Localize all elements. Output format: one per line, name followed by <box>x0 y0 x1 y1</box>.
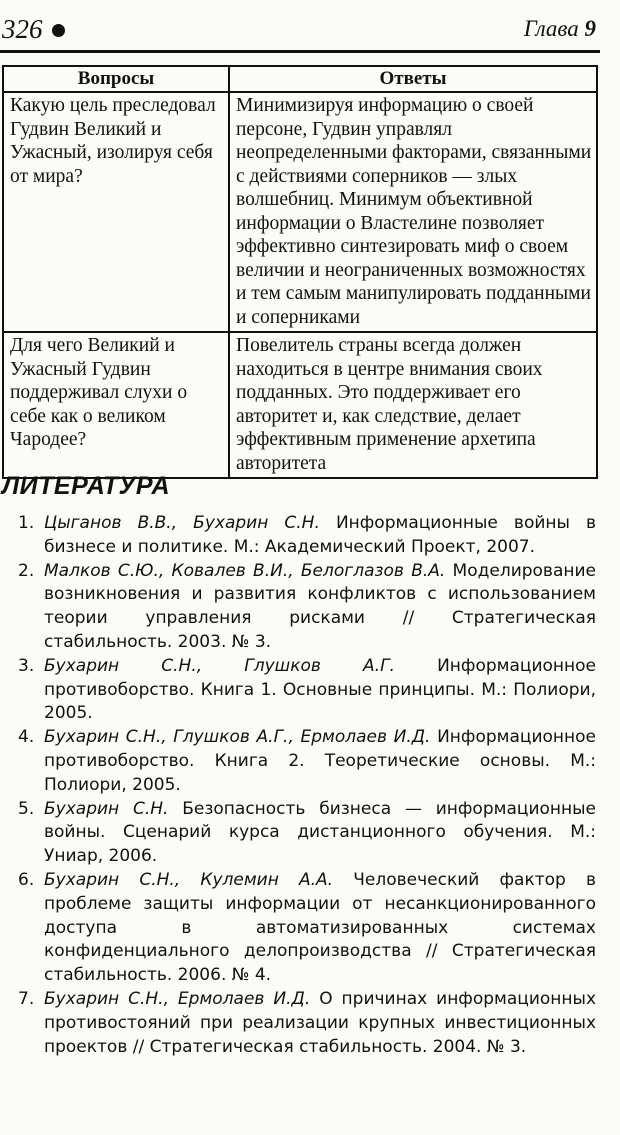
item-text: Моделирование возникновения и развития конфликтов с использованием теории управления рисками // Стратегическая стабильность. 2003. № 3. <box>44 560 596 652</box>
question-cell: Для чего Великий и Ужасный Гудвин поддерживал слухи о себе как о великом Чародее? <box>3 332 229 478</box>
item-number: 2. <box>18 560 35 581</box>
item-text: Человеческий фактор в проблеме защиты информации от несанкционированного доступа в автоматизированных системах конфиденциального делопроизводства // Стратегическая стабильность. 2006. № 4. <box>44 869 597 986</box>
item-text: Информационное противоборство. Книга 2. Теоретические основы. М.: Полиори, 2005. <box>44 727 596 795</box>
item-authors: Бухарин С.Н., Кулемин А.А. <box>44 869 334 890</box>
item-authors: Бухарин С.Н. <box>44 798 169 819</box>
item-text: Информационные войны в бизнесе и политике. М.: Академический Проект, 2007. <box>44 513 597 557</box>
item-number: 4. <box>18 727 35 748</box>
literature-title: ЛИТЕРАТУРА <box>2 472 171 500</box>
answer-cell: Минимизируя информацию о своей персоне, Гудвин управлял неопределенными факторами, связанными с действиями соперников — злых волшебниц. Минимум объективной информации о Властелине позволяет эффективно синтезировать миф о своем величии и неограниченных возможностях и тем самым манипулировать подданными и соперниками <box>229 92 597 332</box>
list-item <box>0 560 596 655</box>
item-number: 7. <box>18 988 35 1009</box>
qa-table <box>2 65 598 479</box>
item-authors: Малков С.Ю., Ковалев В.И., Белоглазов В.А. <box>44 560 446 581</box>
table-header-row <box>3 66 597 92</box>
list-item <box>0 798 596 869</box>
item-text: О причинах информационных противостояний при реализации крупных инвестиционных проектов // Стратегическая стабильность. 2004. № 3. <box>44 988 597 1057</box>
question-cell: Какую цель преследовал Гудвин Великий и Ужасный, изолируя себя от мира? <box>3 92 229 332</box>
reference-list <box>0 512 596 1059</box>
header-questions: Вопросы <box>3 66 229 92</box>
header-rule <box>0 50 600 53</box>
item-authors: Цыганов В.В., Бухарин С.Н. <box>44 513 320 533</box>
item-number: 5. <box>18 798 35 819</box>
item-authors: Бухарин С.Н., Ермолаев И.Д. <box>44 988 311 1009</box>
list-item <box>0 988 596 1059</box>
list-item <box>0 655 596 726</box>
chapter-label: Глава <box>523 16 579 41</box>
item-authors: Бухарин С.Н., Глушков А.Г., Ермолаев И.Д. <box>44 727 431 748</box>
page-header <box>0 12 600 46</box>
list-item <box>0 726 596 797</box>
item-number: 1. <box>18 513 35 533</box>
table-row <box>3 92 597 332</box>
item-authors: Бухарин С.Н., Глушков А.Г. <box>44 655 395 676</box>
item-text: Безопасность бизнеса — информационные войны. Сценарий курса дистанционного обучения. М.: Униар, 2006. <box>44 798 596 867</box>
chapter-heading <box>524 12 596 46</box>
item-text: Информационное противоборство. Книга 1. Основные принципы. М.: Полиори, 2005. <box>44 655 597 724</box>
item-number: 6. <box>18 869 35 890</box>
bullet-icon <box>52 24 65 37</box>
list-item <box>0 512 596 560</box>
page-number: 326 <box>2 14 43 44</box>
table-row <box>3 332 597 478</box>
answer-cell: Повелитель страны всегда должен находиться в центре внимания своих подданных. Это поддерживает его авторитет и, как следствие, делает эффективным применение архетипа авторитета <box>229 332 597 478</box>
item-number: 3. <box>18 655 35 676</box>
chapter-number: 9 <box>584 16 596 41</box>
list-item <box>0 869 596 988</box>
header-answers: Ответы <box>229 66 597 92</box>
